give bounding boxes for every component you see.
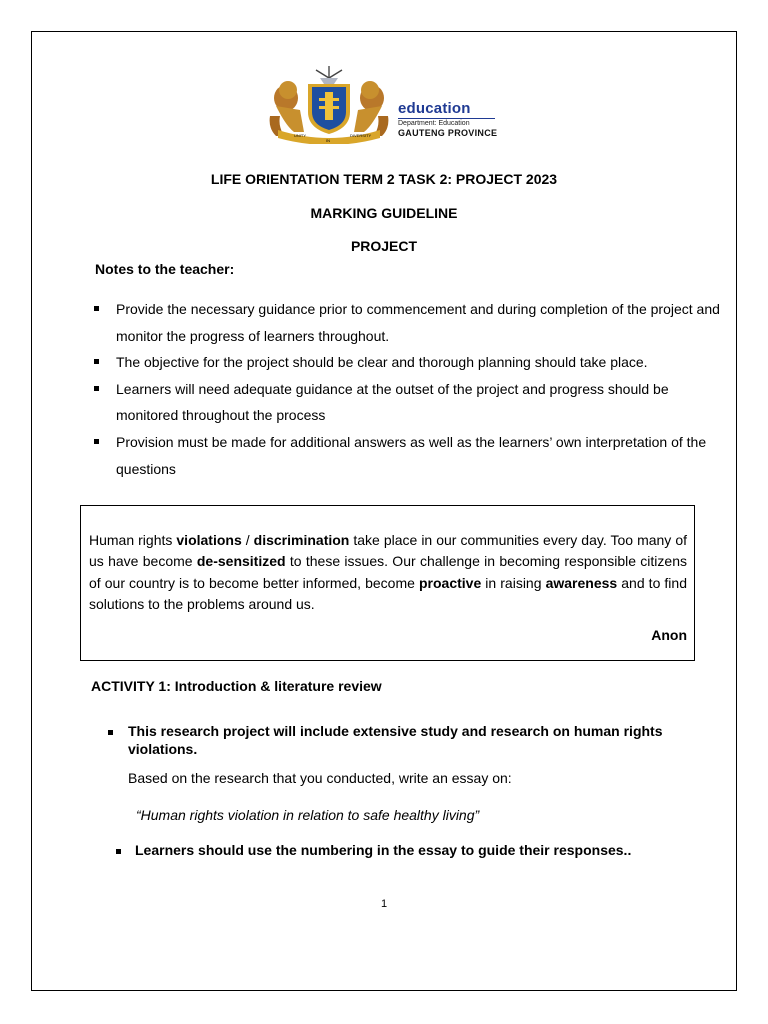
activity-heading: ACTIVITY 1: Introduction & literature review [91,678,382,694]
list-item [92,376,722,429]
activity-bullet-1: This research project will include extensive study and research on human rights violations. [128,723,663,757]
bullet-square-icon [94,306,99,311]
logo-title: education [398,100,471,117]
page-number: 1 [380,898,388,910]
note-text: Provide the necessary guidance prior to commencement and during completion of the project and monitor the progress of learners throughout. [116,301,720,344]
document-subtitle: MARKING GUIDELINE [310,205,458,221]
bullet-square-icon [94,439,99,444]
logo-province: GAUTENG PROVINCE [398,128,498,138]
activity-instruction: Based on the research that you conducted, write an essay on: [128,770,512,786]
logo-divider [398,118,495,119]
quote-box [80,505,695,661]
notes-list [92,296,722,482]
logo-text [398,101,497,138]
motto-in: IN [326,138,330,143]
quote-author: Anon [651,627,687,643]
emphasis-desensitized: de-sensitized [196,553,286,570]
emphasis-awareness: awareness [545,574,618,591]
notes-heading: Notes to the teacher: [95,261,235,277]
bullet-square-icon [94,386,99,391]
note-text: The objective for the project should be clear and thorough planning should take place. [116,354,648,371]
logo-department: Department: Education [398,120,470,127]
document-title: LIFE ORIENTATION TERM 2 TASK 2: PROJECT 2023 [210,171,558,187]
motto-diversity: DIVERSITY [350,133,372,138]
emphasis-violations: violations [176,532,242,548]
activity-bullet-2: Learners should use the numbering in the essay to guide their responses.. [135,842,632,858]
quote-text: Human rights violations / discrimination take place in our communities every day. Too many of us have become de-sensitized to these issues. Our challenge in becoming responsible citizens of our country is to become better informed, become proactive in raising awareness and to find solutions to the problems around us. [89,532,687,613]
note-text: Provision must be made for additional answers as well as the learners’ own interpretation of the questions [116,433,707,477]
motto-unity: UNITY [294,133,306,138]
project-label: PROJECT [350,238,418,254]
list-item [92,296,722,349]
emphasis-proactive: proactive [418,574,482,591]
bullet-square-icon [108,730,113,735]
essay-topic: “Human rights violation in relation to safe healthy living” [136,807,480,823]
emphasis-discrimination: discrimination [253,532,350,548]
note-text: Learners will need adequate guidance at the outset of the project and progress should be monitored throughout the process [116,380,669,424]
list-item [92,429,722,482]
list-item [92,349,722,376]
bullet-square-icon [116,849,121,854]
bullet-square-icon [94,359,99,364]
